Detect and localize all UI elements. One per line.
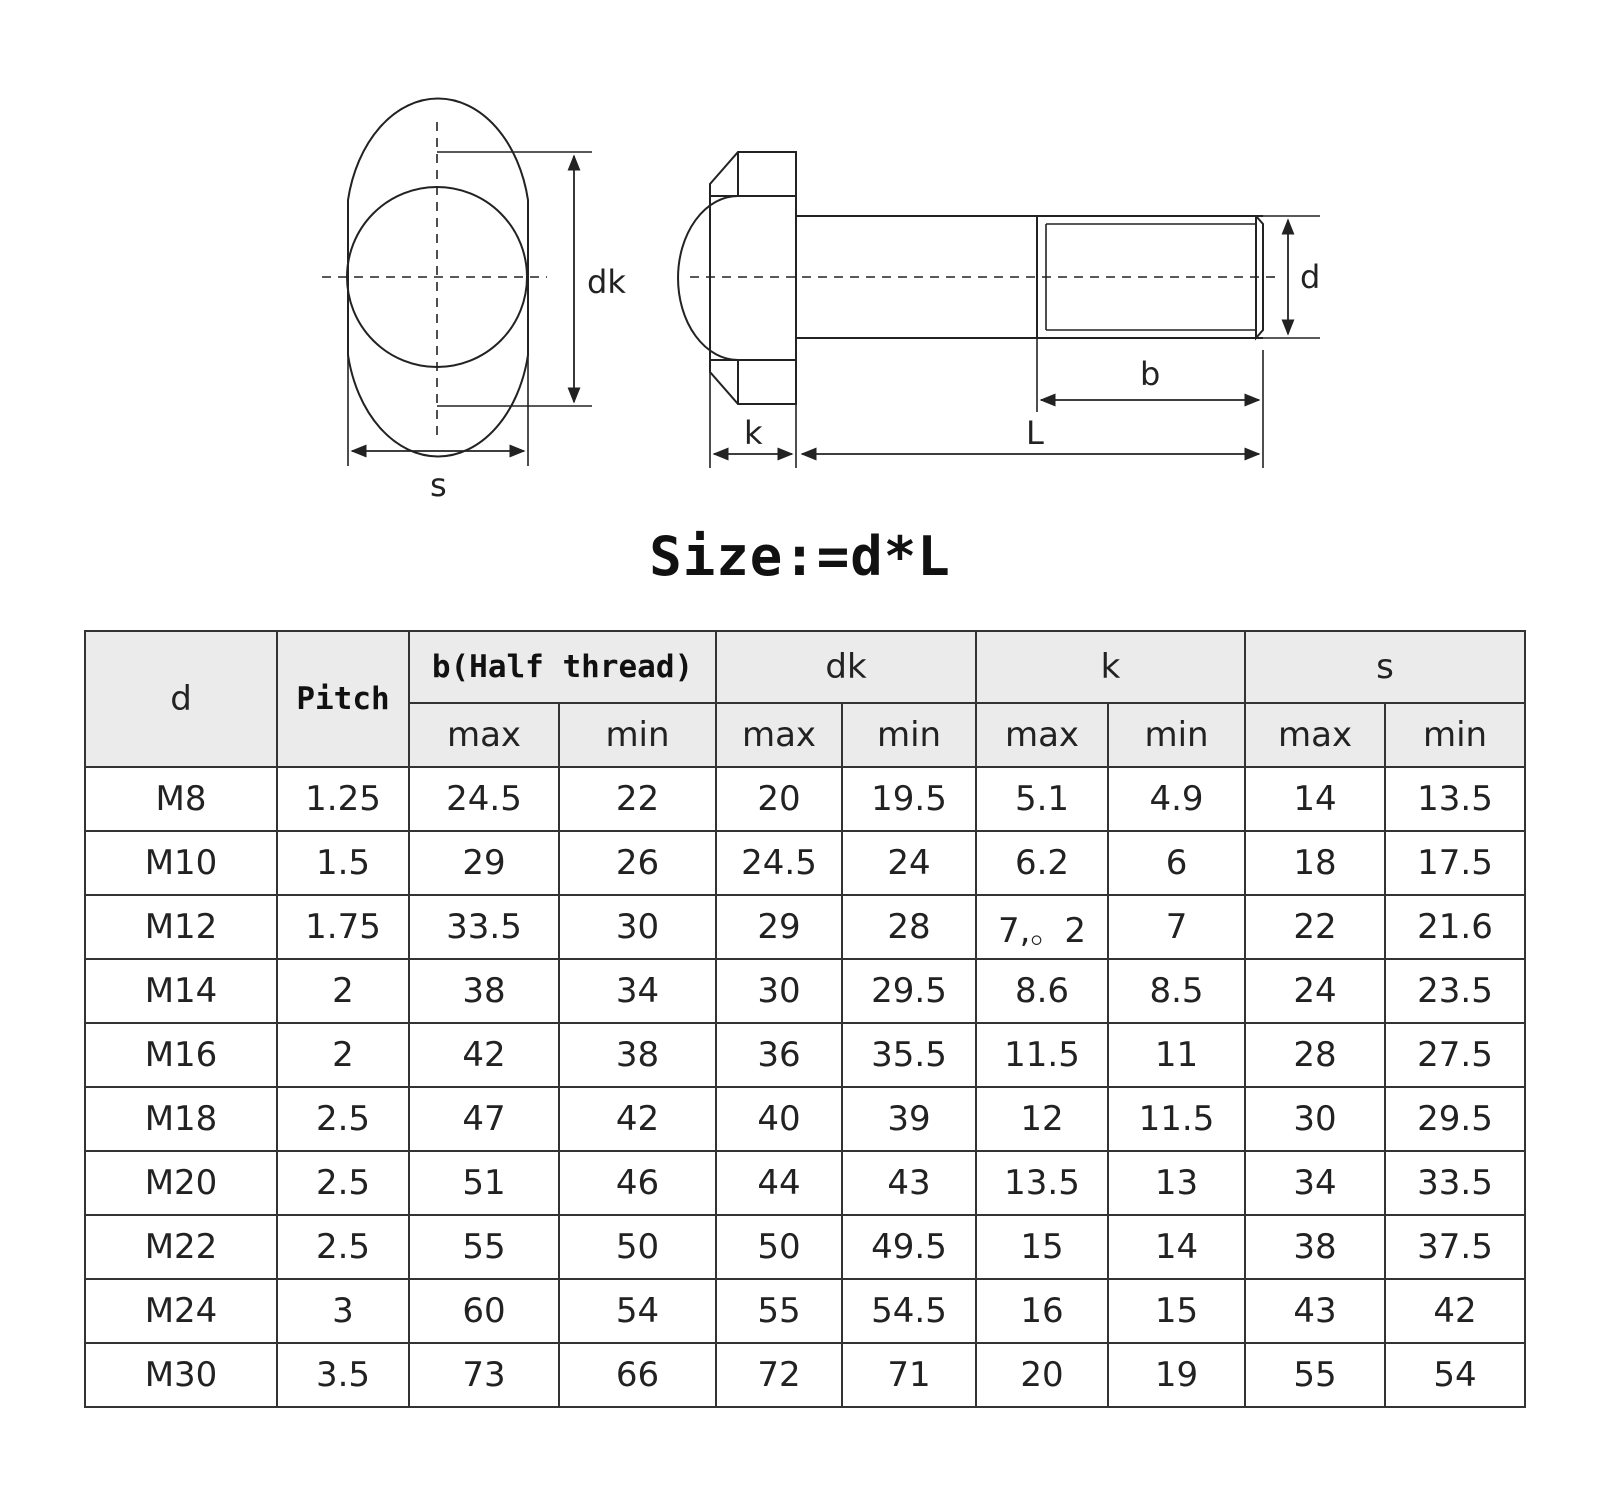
cell-b-min: 66 [559,1343,716,1407]
cell-b-max: 47 [409,1087,559,1151]
cell-dk-max: 24.5 [716,831,842,895]
header-dk-max: max [716,703,842,767]
table-row [85,1343,1525,1407]
cell-b-max: 51 [409,1151,559,1215]
cell-k-min: 11 [1108,1023,1245,1087]
cell-k-max: 13.5 [976,1151,1108,1215]
cell-pitch: 2.5 [277,1151,409,1215]
cell-dk-min: 28 [842,895,976,959]
cell-s-min: 21.6 [1385,895,1525,959]
cell-k-max: 5.1 [976,767,1108,831]
cell-dk-min: 39 [842,1087,976,1151]
cell-pitch: 1.5 [277,831,409,895]
cell-b-min: 34 [559,959,716,1023]
cell-k-max: 16 [976,1279,1108,1343]
cell-b-min: 50 [559,1215,716,1279]
cell-pitch: 3 [277,1279,409,1343]
cell-b-max: 73 [409,1343,559,1407]
cell-d: M30 [85,1343,277,1407]
cell-dk-max: 55 [716,1279,842,1343]
spec-table-body [85,767,1525,1407]
cell-s-min: 27.5 [1385,1023,1525,1087]
cell-pitch: 2.5 [277,1087,409,1151]
cell-s-max: 34 [1245,1151,1385,1215]
cell-dk-min: 43 [842,1151,976,1215]
cell-s-min: 29.5 [1385,1087,1525,1151]
header-pitch: Pitch [277,631,409,767]
cell-s-max: 38 [1245,1215,1385,1279]
cell-k-min: 7 [1108,895,1245,959]
cell-s-max: 14 [1245,767,1385,831]
header-dk: dk [716,631,976,703]
header-k-min: min [1108,703,1245,767]
cell-d: M10 [85,831,277,895]
cell-s-max: 22 [1245,895,1385,959]
cell-b-max: 24.5 [409,767,559,831]
header-b-max: max [409,703,559,767]
cell-k-max: 20 [976,1343,1108,1407]
L-label: L [1026,414,1044,452]
cell-b-max: 42 [409,1023,559,1087]
cell-k-max: 12 [976,1087,1108,1151]
table-row [85,1087,1525,1151]
cell-k-max: 6.2 [976,831,1108,895]
table-row [85,1279,1525,1343]
table-row [85,1151,1525,1215]
cell-b-min: 54 [559,1279,716,1343]
cell-b-max: 33.5 [409,895,559,959]
cell-b-max: 60 [409,1279,559,1343]
header-k: k [976,631,1245,703]
cell-dk-max: 20 [716,767,842,831]
cell-s-max: 55 [1245,1343,1385,1407]
table-row [85,959,1525,1023]
table-row [85,1023,1525,1087]
cell-dk-max: 50 [716,1215,842,1279]
cell-pitch: 1.25 [277,767,409,831]
cell-d: M24 [85,1279,277,1343]
cell-d: M20 [85,1151,277,1215]
cell-dk-max: 30 [716,959,842,1023]
cell-k-min: 14 [1108,1215,1245,1279]
cell-dk-max: 29 [716,895,842,959]
cell-dk-min: 29.5 [842,959,976,1023]
cell-s-min: 13.5 [1385,767,1525,831]
cell-b-min: 30 [559,895,716,959]
cell-d: M8 [85,767,277,831]
b-label: b [1140,355,1161,393]
cell-d: M12 [85,895,277,959]
header-k-max: max [976,703,1108,767]
cell-dk-max: 40 [716,1087,842,1151]
cell-d: M18 [85,1087,277,1151]
cell-dk-max: 72 [716,1343,842,1407]
size-title: Size:=d*L [649,525,951,588]
header-dk-min: min [842,703,976,767]
cell-k-min: 11.5 [1108,1087,1245,1151]
cell-k-max: 11.5 [976,1023,1108,1087]
head-side-outline [710,152,796,404]
cell-s-min: 23.5 [1385,959,1525,1023]
cell-k-max: 8.6 [976,959,1108,1023]
table-row [85,767,1525,831]
header-d: d [85,631,277,767]
bolt-technical-drawing [0,0,1600,520]
cell-dk-max: 44 [716,1151,842,1215]
cell-k-min: 4.9 [1108,767,1245,831]
cell-dk-min: 19.5 [842,767,976,831]
cell-b-max: 38 [409,959,559,1023]
cell-s-max: 18 [1245,831,1385,895]
bolt-side-view [678,152,1320,468]
cell-d: M16 [85,1023,277,1087]
header-row-top [85,631,1525,703]
spec-table [84,630,1526,1408]
cell-pitch: 2 [277,959,409,1023]
cell-b-min: 42 [559,1087,716,1151]
table-row [85,895,1525,959]
cell-k-max: 7,。2 [976,895,1108,959]
cell-b-min: 46 [559,1151,716,1215]
cell-dk-max: 36 [716,1023,842,1087]
header-b-half-thread: b(Half thread) [409,631,716,703]
cell-k-max: 15 [976,1215,1108,1279]
cell-k-min: 8.5 [1108,959,1245,1023]
head-front-view [322,99,592,466]
cell-dk-min: 54.5 [842,1279,976,1343]
header-s-min: min [1385,703,1525,767]
cell-b-min: 22 [559,767,716,831]
header-s-max: max [1245,703,1385,767]
cell-b-min: 26 [559,831,716,895]
cell-k-min: 6 [1108,831,1245,895]
cell-dk-min: 71 [842,1343,976,1407]
cell-s-max: 30 [1245,1087,1385,1151]
d-label: d [1300,258,1321,296]
cell-k-min: 19 [1108,1343,1245,1407]
cell-s-max: 24 [1245,959,1385,1023]
cell-pitch: 1.75 [277,895,409,959]
cell-k-min: 15 [1108,1279,1245,1343]
dk-label: dk [587,263,626,301]
header-b-min: min [559,703,716,767]
k-label: k [744,414,763,452]
cell-s-min: 17.5 [1385,831,1525,895]
cell-pitch: 2 [277,1023,409,1087]
cell-s-min: 37.5 [1385,1215,1525,1279]
header-s: s [1245,631,1525,703]
cell-b-min: 38 [559,1023,716,1087]
cell-s-min: 33.5 [1385,1151,1525,1215]
cell-pitch: 3.5 [277,1343,409,1407]
cell-pitch: 2.5 [277,1215,409,1279]
table-row [85,1215,1525,1279]
cell-b-max: 29 [409,831,559,895]
cell-s-max: 28 [1245,1023,1385,1087]
cell-s-min: 42 [1385,1279,1525,1343]
cell-s-min: 54 [1385,1343,1525,1407]
cell-b-max: 55 [409,1215,559,1279]
cell-dk-min: 49.5 [842,1215,976,1279]
cell-dk-min: 35.5 [842,1023,976,1087]
cell-d: M14 [85,959,277,1023]
cell-k-min: 13 [1108,1151,1245,1215]
cell-dk-min: 24 [842,831,976,895]
s-label: s [430,466,447,504]
cell-s-max: 43 [1245,1279,1385,1343]
cell-d: M22 [85,1215,277,1279]
table-row [85,831,1525,895]
